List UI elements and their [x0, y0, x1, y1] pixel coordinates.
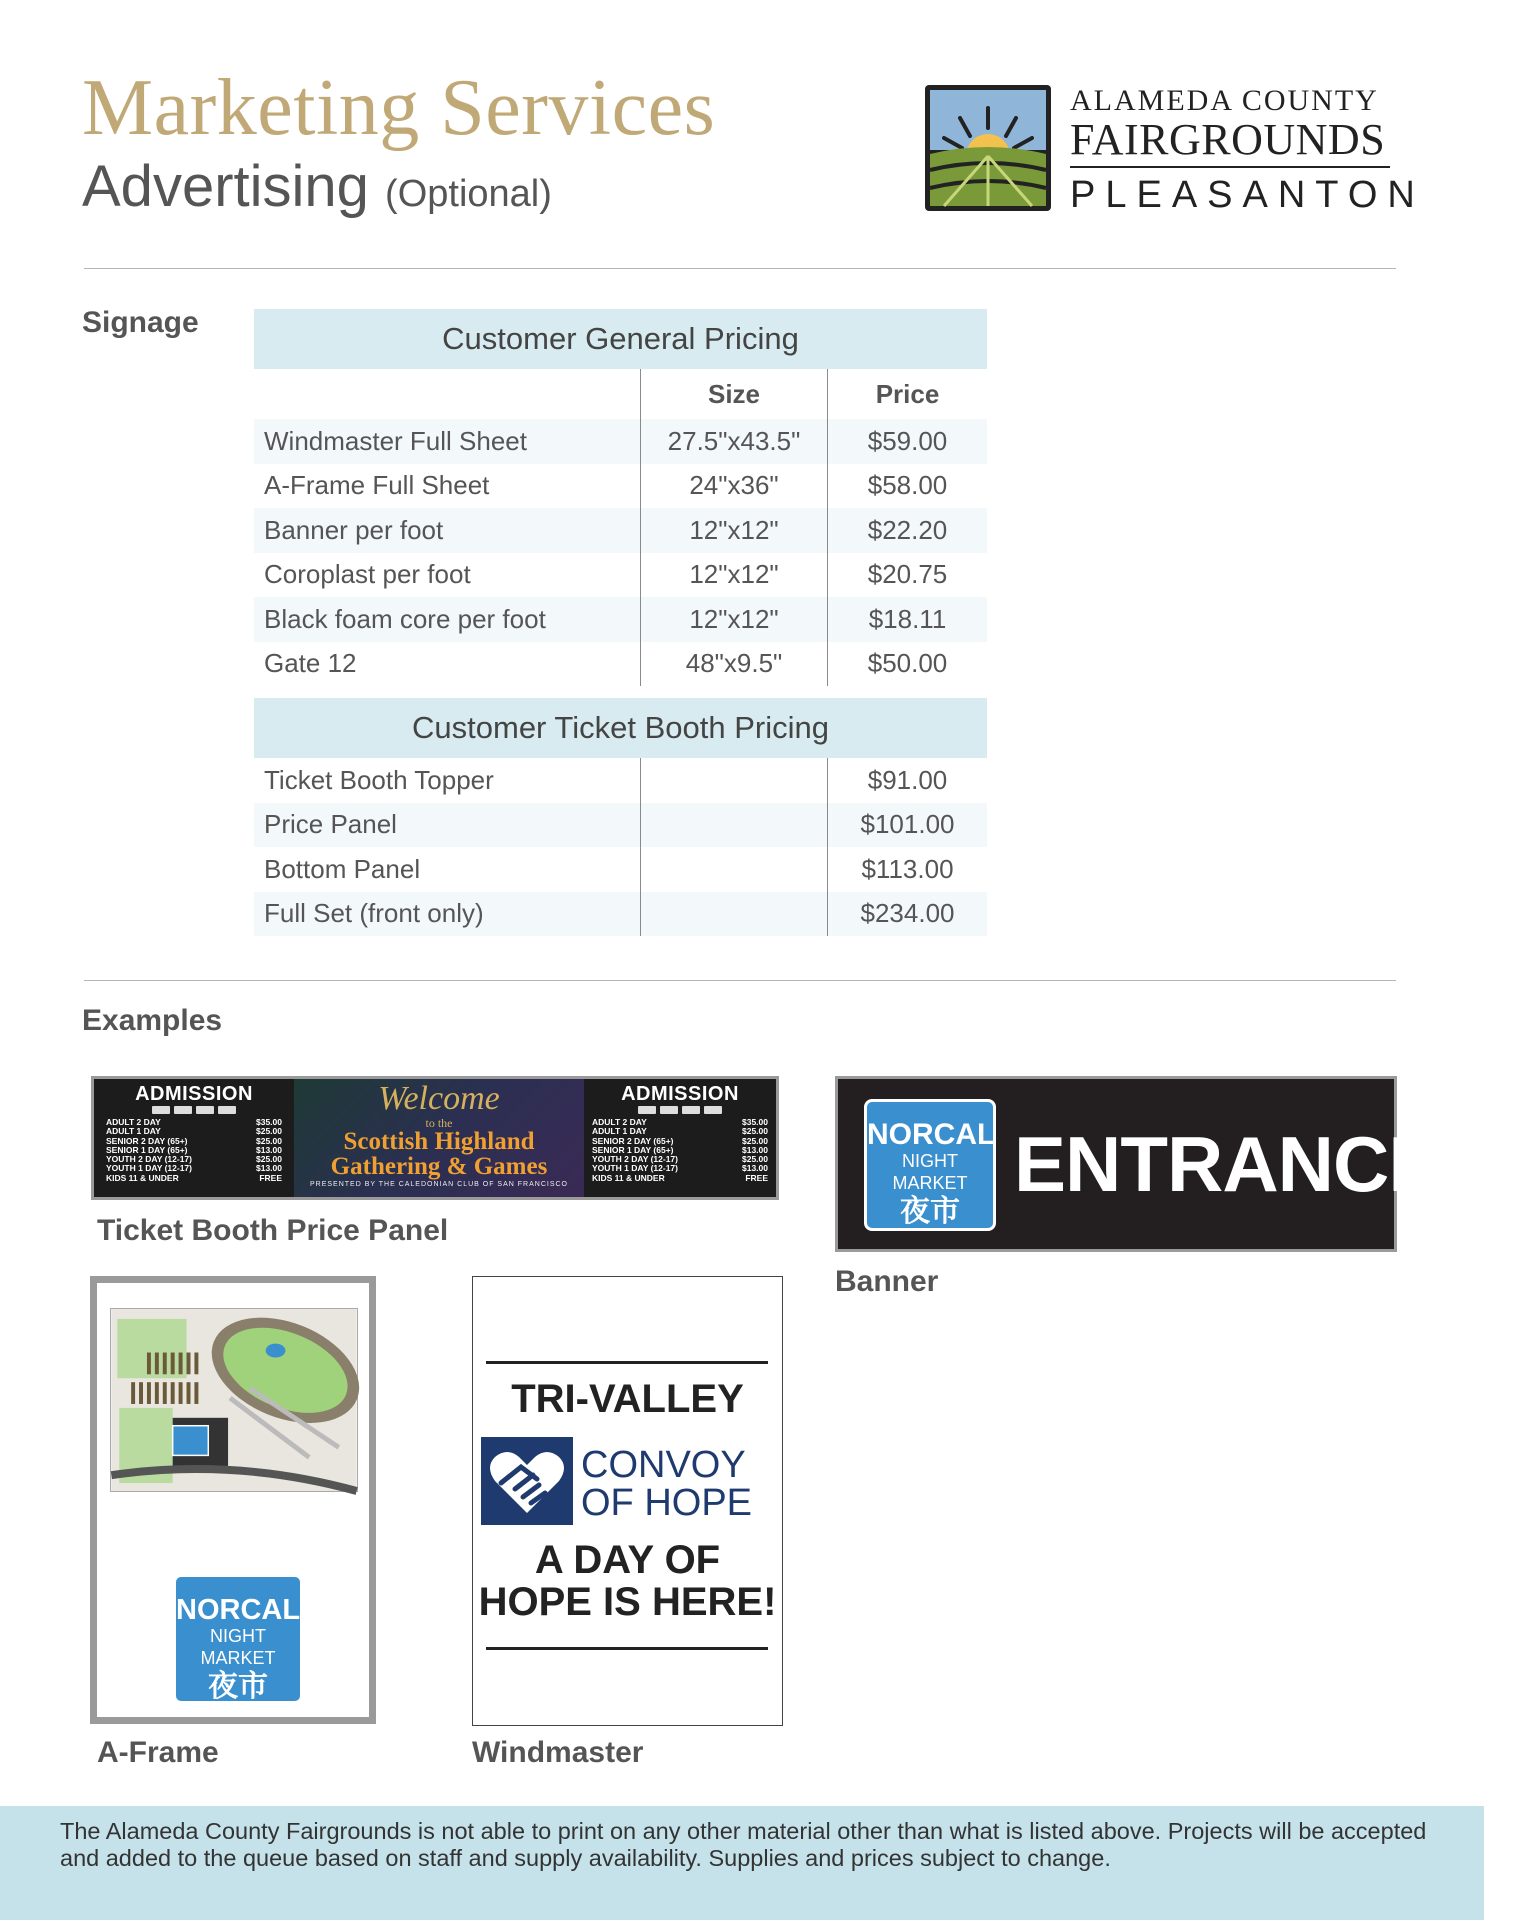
subtitle-main: Advertising: [82, 154, 369, 219]
admission-row: [94, 1174, 294, 1183]
admission-label: ADULT 2 DAY: [592, 1117, 647, 1127]
booth-pricing-heading: Customer Ticket Booth Pricing: [254, 698, 987, 758]
norcal-line-2: NIGHT MARKET: [892, 1151, 968, 1193]
page-title: Marketing Services: [82, 64, 716, 152]
cell-size: [641, 803, 828, 848]
card-logos-right: [580, 1106, 780, 1114]
admission-label: SENIOR 2 DAY (65+): [106, 1135, 188, 1146]
cell-size: [641, 758, 828, 803]
table-row: [254, 803, 987, 848]
svg-text:CONVOY: CONVOY: [581, 1444, 746, 1486]
norcal-line-1: NORCAL: [176, 1594, 301, 1626]
divider-top: [84, 268, 1396, 269]
convoy-of-hope-logo-icon: [481, 1437, 777, 1525]
admission-price: $13.00: [256, 1144, 282, 1155]
table-row: [254, 508, 987, 553]
admission-label: YOUTH 1 DAY (12-17): [106, 1163, 192, 1174]
welcome-text: Welcome: [378, 1080, 500, 1117]
admission-label: YOUTH 2 DAY (12-17): [592, 1154, 678, 1165]
page-subtitle: [82, 154, 552, 219]
norcal-line-3: 夜市: [208, 1670, 268, 1703]
cell-name: Gate 12: [254, 642, 641, 687]
norcal-line-1: NORCAL: [867, 1118, 996, 1151]
event-line-2: Gathering & Games: [330, 1153, 548, 1180]
entrance-word: ENTRANCE: [1014, 1120, 1440, 1208]
table-row: [254, 553, 987, 598]
footer-text: The Alameda County Fairgrounds is not able to print on any other material other than what is listed above. Projects will be accepted and added to the queue based on staff and supply availability. Supplies and prices subject to change.: [60, 1818, 1427, 1871]
wm-rule-bottom: [486, 1647, 768, 1650]
cell-name: A-Frame Full Sheet: [254, 464, 641, 509]
admission-label: SENIOR 2 DAY (65+): [592, 1135, 674, 1146]
footer-disclaimer: [0, 1806, 1484, 1920]
cell-size: 48"x9.5": [641, 642, 828, 687]
admission-price: $25.00: [742, 1135, 768, 1146]
section-label-examples: Examples: [82, 1004, 223, 1037]
wm-rule-top: [486, 1361, 768, 1364]
svg-text:OF HOPE: OF HOPE: [581, 1482, 753, 1524]
to-the-text: to the: [425, 1116, 453, 1130]
caption-a-frame: A-Frame: [97, 1736, 219, 1769]
pricing-header-row: [254, 369, 987, 419]
admission-label: ADULT 2 DAY: [106, 1117, 161, 1127]
cell-name: Price Panel: [254, 803, 641, 848]
card-logos-left: [94, 1106, 294, 1114]
caption-windmaster: Windmaster: [472, 1736, 644, 1769]
admission-price: $35.00: [742, 1117, 768, 1127]
norcal-line-2: NIGHT MARKET: [200, 1626, 276, 1668]
section-label-signage: Signage: [82, 306, 199, 339]
admission-price: FREE: [745, 1172, 768, 1183]
cell-size: [641, 892, 828, 937]
cell-price: $50.00: [867, 648, 948, 679]
admission-price: $35.00: [256, 1117, 282, 1127]
table-row: [254, 642, 987, 687]
welcome-banner: [294, 1079, 584, 1197]
table-row: [254, 464, 987, 509]
admission-title-right: ADMISSION: [621, 1083, 739, 1105]
general-pricing-heading: Customer General Pricing: [254, 309, 987, 369]
event-line-1: Scottish Highland: [343, 1128, 535, 1155]
admission-price: $25.00: [256, 1126, 282, 1137]
admission-price: FREE: [259, 1172, 282, 1183]
admission-title-left: ADMISSION: [135, 1083, 253, 1105]
cell-size: 12"x12": [641, 553, 828, 598]
cell-name: Windmaster Full Sheet: [254, 419, 641, 464]
divider-middle: [84, 980, 1396, 981]
windmaster-sign-image: [472, 1276, 783, 1726]
cell-size: 27.5"x43.5": [641, 419, 828, 464]
admission-label: SENIOR 1 DAY (65+): [592, 1144, 674, 1155]
admission-row: [580, 1174, 780, 1183]
cell-name: Ticket Booth Topper: [254, 758, 641, 803]
fairgrounds-map-icon: [110, 1308, 358, 1492]
cell-price: $58.00: [867, 470, 948, 501]
admission-label: SENIOR 1 DAY (65+): [106, 1144, 188, 1155]
admission-prices-right: [580, 1083, 780, 1195]
header-price: Price: [875, 378, 940, 409]
caption-banner: Banner: [835, 1265, 939, 1298]
general-pricing-rows: [254, 419, 987, 686]
cell-size: 12"x12": [641, 508, 828, 553]
admission-label: YOUTH 1 DAY (12-17): [592, 1163, 678, 1174]
logo-rule: [1070, 166, 1390, 168]
admission-price: $13.00: [742, 1144, 768, 1155]
norcal-night-market-logo: [864, 1099, 996, 1231]
logo-line-1: ALAMEDA COUNTY: [1070, 84, 1379, 117]
ticket-booth-panel-image: [91, 1076, 779, 1200]
admission-price: $25.00: [256, 1135, 282, 1146]
cell-name: Black foam core per foot: [254, 597, 641, 642]
cell-price: $18.11: [868, 603, 947, 634]
admission-label: KIDS 11 & UNDER: [106, 1172, 179, 1183]
norcal-line-3: 夜市: [900, 1195, 960, 1228]
cell-price: $113.00: [861, 853, 954, 884]
entrance-text: [1014, 1119, 1537, 1209]
logo-line-3: PLEASANTON: [1070, 174, 1425, 216]
windmaster-line-2a: A DAY OF: [534, 1538, 721, 1582]
admission-price: $25.00: [742, 1154, 768, 1165]
cell-name: Full Set (front only): [254, 892, 641, 937]
cell-name: Coroplast per foot: [254, 553, 641, 598]
cell-size: 12"x12": [641, 597, 828, 642]
table-row: [254, 847, 987, 892]
cell-size: 24"x36": [641, 464, 828, 509]
admission-list-left: [94, 1118, 294, 1183]
cell-name: Banner per foot: [254, 508, 641, 553]
cell-price: $20.75: [867, 559, 948, 590]
a-frame-sign-image: [90, 1276, 376, 1724]
presented-by: PRESENTED BY THE CALEDONIAN CLUB OF SAN FRANCISCO: [309, 1181, 568, 1188]
cell-name: Bottom Panel: [254, 847, 641, 892]
windmaster-line-2: [473, 1539, 782, 1623]
cell-price: $59.00: [867, 425, 948, 456]
admission-label: YOUTH 2 DAY (12-17): [106, 1154, 192, 1165]
cell-price: $22.20: [867, 514, 948, 545]
cell-price: $234.00: [860, 898, 955, 929]
table-row: [254, 419, 987, 464]
subtitle-note: (Optional): [385, 173, 552, 215]
admission-price: $13.00: [256, 1163, 282, 1174]
admission-list-right: [580, 1118, 780, 1183]
norcal-night-market-logo-aframe: [173, 1574, 303, 1704]
caption-ticket-booth-panel: Ticket Booth Price Panel: [97, 1214, 449, 1247]
table-row: [254, 758, 987, 803]
table-row: [254, 597, 987, 642]
header-name-cell: [254, 369, 641, 419]
windmaster-line-2b: HOPE IS HERE!: [478, 1580, 777, 1624]
arrow-right-icon: →: [1460, 1120, 1537, 1208]
admission-prices-left: [94, 1083, 294, 1195]
pricing-table: [254, 309, 987, 936]
windmaster-line-1: TRI-VALLEY: [511, 1377, 744, 1421]
cell-price: $101.00: [860, 809, 955, 840]
admission-price: $25.00: [742, 1126, 768, 1137]
fairgrounds-logo: [924, 84, 1425, 216]
admission-price: $25.00: [256, 1154, 282, 1165]
entrance-banner-image: [835, 1076, 1537, 1252]
header-size: Size: [641, 369, 828, 419]
cell-size: [641, 847, 828, 892]
logo-line-2: FAIRGROUNDS: [1070, 115, 1386, 164]
logo-mark-icon: [924, 84, 1052, 212]
admission-price: $13.00: [742, 1163, 768, 1174]
booth-pricing-rows: [254, 758, 987, 936]
admission-label: ADULT 1 DAY: [106, 1126, 161, 1137]
admission-label: KIDS 11 & UNDER: [592, 1172, 665, 1183]
table-row: [254, 892, 987, 937]
cell-price: $91.00: [867, 764, 948, 795]
admission-label: ADULT 1 DAY: [592, 1126, 647, 1137]
